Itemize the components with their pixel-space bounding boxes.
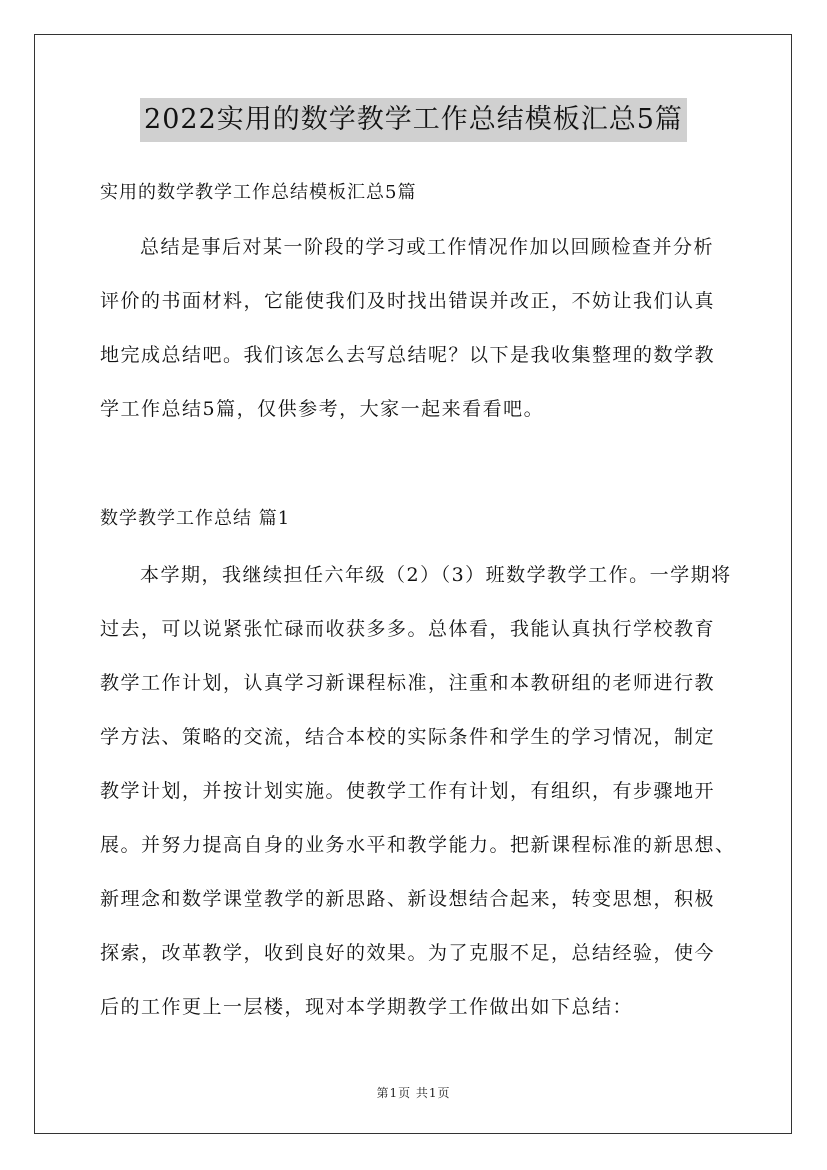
document-title: 2022实用的数学教学工作总结模板汇总5篇 — [140, 98, 687, 142]
paragraph-line: 过去，可以说紧张忙碌而收获多多。总体看，我能认真执行学校教育 — [100, 618, 716, 640]
paragraph-line: 学工作总结5篇，仅供参考，大家一起来看看吧。 — [100, 398, 545, 420]
intro-paragraph — [100, 234, 740, 450]
paragraph-line: 地完成总结吧。我们该怎么去写总结呢？以下是我收集整理的数学教 — [100, 344, 716, 366]
page-number-footer: 第1页 共1页 — [376, 1086, 451, 1100]
paragraph-line: 后的工作更上一层楼，现对本学期教学工作做出如下总结： — [100, 996, 634, 1018]
paragraph-line: 总结是事后对某一阶段的学习或工作情况作加以回顾检查并分析 — [140, 236, 715, 258]
body-paragraph — [100, 562, 740, 1048]
paragraph-line: 展。并努力提高自身的业务水平和教学能力。把新课程标准的新思想、 — [100, 834, 736, 856]
paragraph-line: 本学期，我继续担任六年级（2）（3）班数学教学工作。一学期将 — [140, 564, 732, 586]
section-heading: 数学教学工作总结 篇1 — [100, 508, 291, 529]
paragraph-line: 教学工作计划，认真学习新课程标准，注重和本教研组的老师进行教 — [100, 672, 716, 694]
paragraph-line: 评价的书面材料，它能使我们及时找出错误并改正，不妨让我们认真 — [100, 290, 716, 312]
title-container — [0, 98, 827, 142]
paragraph-line: 学方法、策略的交流，结合本校的实际条件和学生的学习情况，制定 — [100, 726, 716, 748]
paragraph-line: 探索，改革教学，收到良好的效果。为了克服不足，总结经验，使今 — [100, 942, 716, 964]
paragraph-line: 教学计划，并按计划实施。使教学工作有计划，有组织，有步骤地开 — [100, 780, 716, 802]
paragraph-line: 新理念和数学课堂教学的新思路、新设想结合起来，转变思想，积极 — [100, 888, 716, 910]
document-subtitle: 实用的数学教学工作总结模板汇总5篇 — [100, 182, 417, 203]
